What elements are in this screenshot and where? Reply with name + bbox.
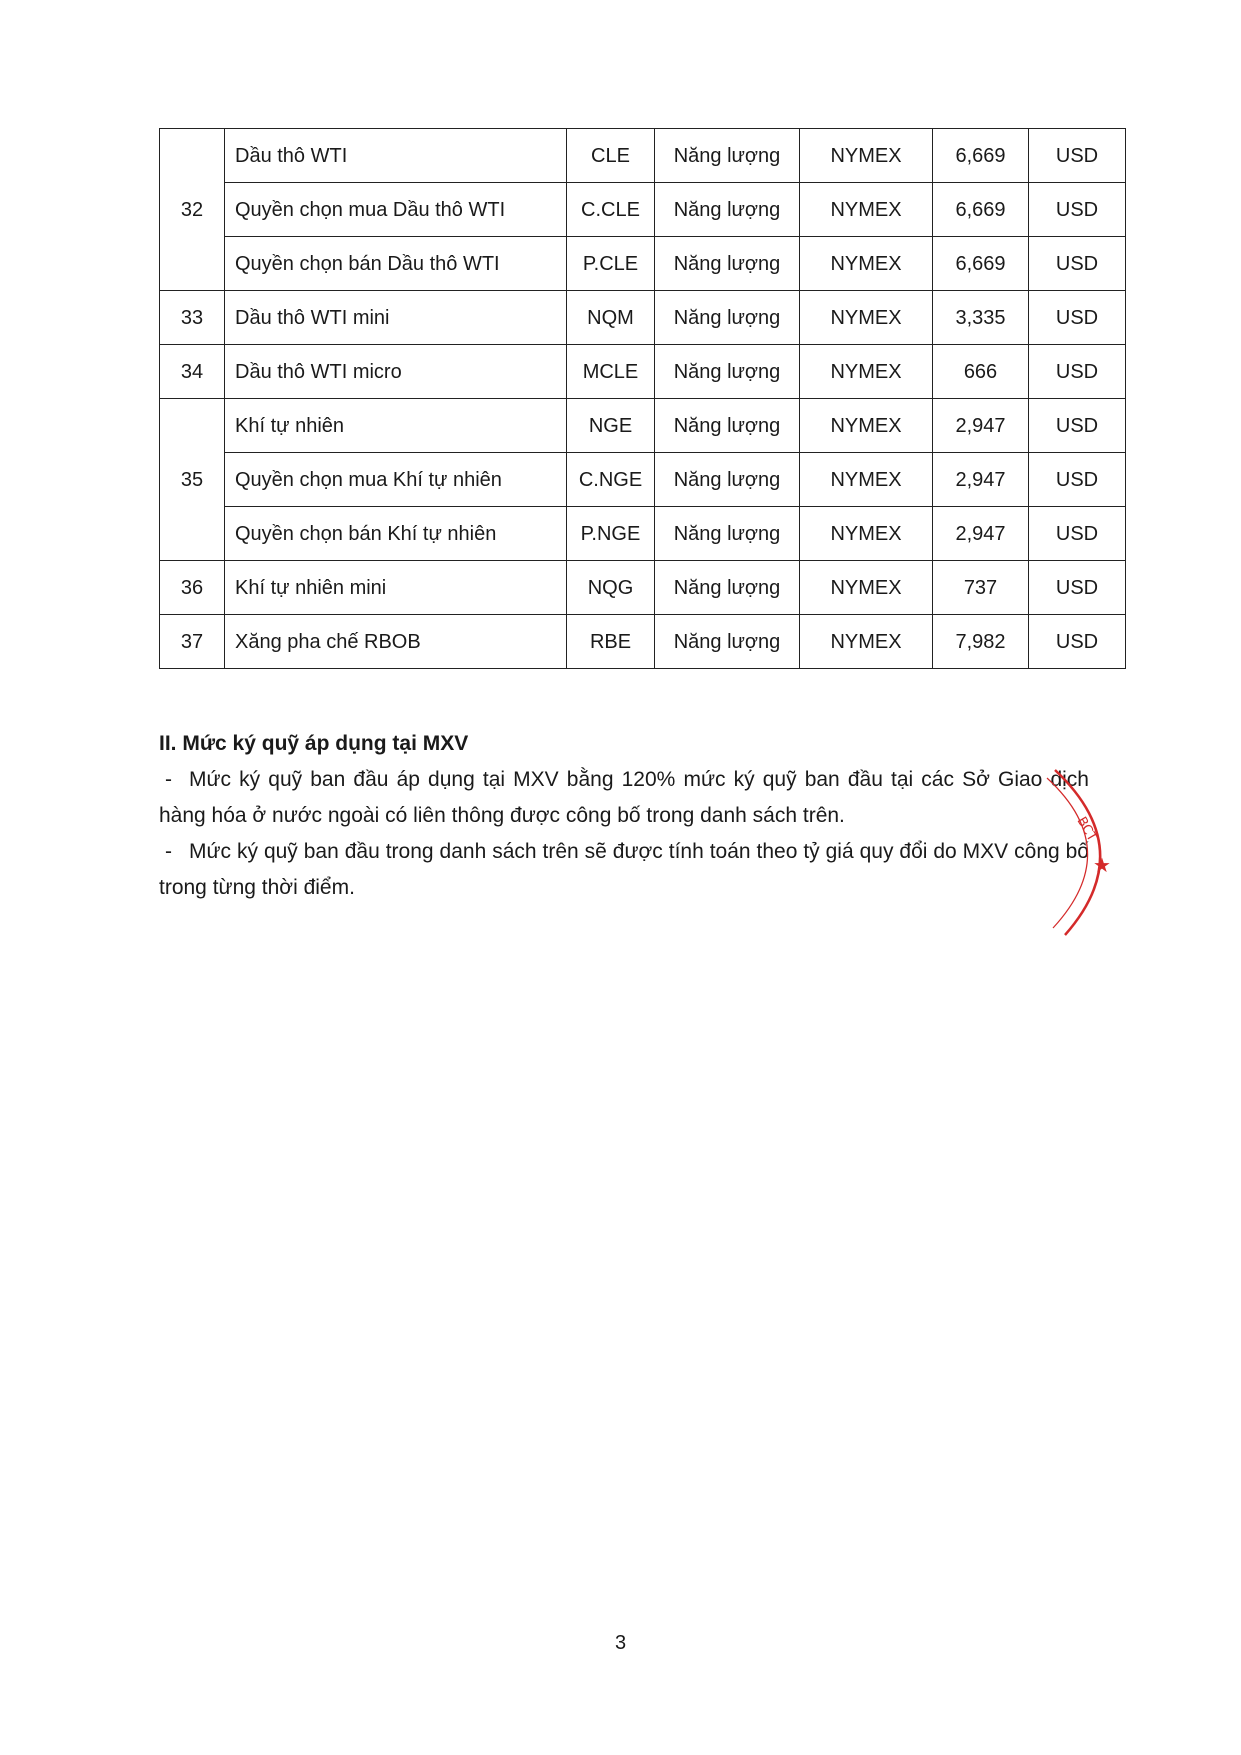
currency: USD	[1029, 129, 1126, 183]
product-code: C.CLE	[567, 183, 655, 237]
table-row	[160, 291, 1126, 345]
product-name: Dầu thô WTI	[225, 129, 567, 183]
bullet-item	[159, 762, 1089, 834]
product-name: Xăng pha chế RBOB	[225, 615, 567, 669]
product-group: Năng lượng	[655, 345, 800, 399]
exchange: NYMEX	[800, 615, 933, 669]
table-row	[160, 453, 1126, 507]
product-name: Khí tự nhiên	[225, 399, 567, 453]
exchange: NYMEX	[800, 129, 933, 183]
product-group: Năng lượng	[655, 453, 800, 507]
margin-value: 2,947	[933, 453, 1029, 507]
exchange: NYMEX	[800, 183, 933, 237]
margin-value: 6,669	[933, 237, 1029, 291]
row-number: 32	[160, 129, 225, 291]
product-name: Quyền chọn bán Khí tự nhiên	[225, 507, 567, 561]
table-row	[160, 615, 1126, 669]
svg-text:BCT: BCT	[1073, 814, 1100, 845]
exchange: NYMEX	[800, 399, 933, 453]
currency: USD	[1029, 291, 1126, 345]
exchange: NYMEX	[800, 507, 933, 561]
margin-value: 2,947	[933, 507, 1029, 561]
margin-value: 2,947	[933, 399, 1029, 453]
exchange: NYMEX	[800, 561, 933, 615]
currency: USD	[1029, 237, 1126, 291]
product-group: Năng lượng	[655, 129, 800, 183]
official-stamp-icon	[1045, 760, 1135, 940]
exchange: NYMEX	[800, 291, 933, 345]
currency: USD	[1029, 507, 1126, 561]
product-code: MCLE	[567, 345, 655, 399]
product-code: NQM	[567, 291, 655, 345]
product-name: Dầu thô WTI micro	[225, 345, 567, 399]
product-group: Năng lượng	[655, 237, 800, 291]
svg-text:★: ★	[1093, 853, 1111, 877]
product-group: Năng lượng	[655, 291, 800, 345]
currency: USD	[1029, 345, 1126, 399]
product-group: Năng lượng	[655, 183, 800, 237]
row-number: 34	[160, 345, 225, 399]
product-code: NQG	[567, 561, 655, 615]
product-code: NGE	[567, 399, 655, 453]
bullet-text: Mức ký quỹ ban đầu áp dụng tại MXV bằng 120% mức ký quỹ ban đầu tại các Sở Giao dịch hàng hóa ở nước ngoài có liên thông được công bố trong danh sách trên.	[159, 768, 1089, 827]
margin-value: 6,669	[933, 183, 1029, 237]
product-code: CLE	[567, 129, 655, 183]
currency: USD	[1029, 615, 1126, 669]
table-row	[160, 183, 1126, 237]
table-row	[160, 345, 1126, 399]
dash-marker: -	[165, 768, 172, 791]
product-name: Quyền chọn mua Dầu thô WTI	[225, 183, 567, 237]
product-code: C.NGE	[567, 453, 655, 507]
row-number: 33	[160, 291, 225, 345]
margin-value: 737	[933, 561, 1029, 615]
margin-table	[159, 128, 1126, 669]
row-number: 37	[160, 615, 225, 669]
exchange: NYMEX	[800, 237, 933, 291]
product-name: Quyền chọn mua Khí tự nhiên	[225, 453, 567, 507]
table-row	[160, 129, 1126, 183]
product-name: Quyền chọn bán Dầu thô WTI	[225, 237, 567, 291]
exchange: NYMEX	[800, 345, 933, 399]
table-row	[160, 237, 1126, 291]
section-heading: II. Mức ký quỹ áp dụng tại MXV	[159, 732, 469, 755]
table-row	[160, 399, 1126, 453]
table-row	[160, 561, 1126, 615]
margin-value: 7,982	[933, 615, 1029, 669]
product-code: P.CLE	[567, 237, 655, 291]
page-number: 3	[614, 1632, 627, 1654]
currency: USD	[1029, 561, 1126, 615]
product-code: P.NGE	[567, 507, 655, 561]
margin-value: 6,669	[933, 129, 1029, 183]
product-group: Năng lượng	[655, 399, 800, 453]
product-group: Năng lượng	[655, 507, 800, 561]
product-code: RBE	[567, 615, 655, 669]
exchange: NYMEX	[800, 453, 933, 507]
row-number: 36	[160, 561, 225, 615]
section-margin-policy	[159, 728, 1089, 906]
margin-value: 666	[933, 345, 1029, 399]
currency: USD	[1029, 453, 1126, 507]
dash-marker: -	[165, 840, 172, 863]
bullet-item	[159, 834, 1089, 906]
bullet-text: Mức ký quỹ ban đầu trong danh sách trên sẽ được tính toán theo tỷ giá quy đổi do MXV công bố trong từng thời điểm.	[159, 840, 1089, 899]
currency: USD	[1029, 399, 1126, 453]
margin-value: 3,335	[933, 291, 1029, 345]
currency: USD	[1029, 183, 1126, 237]
product-name: Khí tự nhiên mini	[225, 561, 567, 615]
table-row	[160, 507, 1126, 561]
product-group: Năng lượng	[655, 561, 800, 615]
product-group: Năng lượng	[655, 615, 800, 669]
row-number: 35	[160, 399, 225, 561]
product-name: Dầu thô WTI mini	[225, 291, 567, 345]
